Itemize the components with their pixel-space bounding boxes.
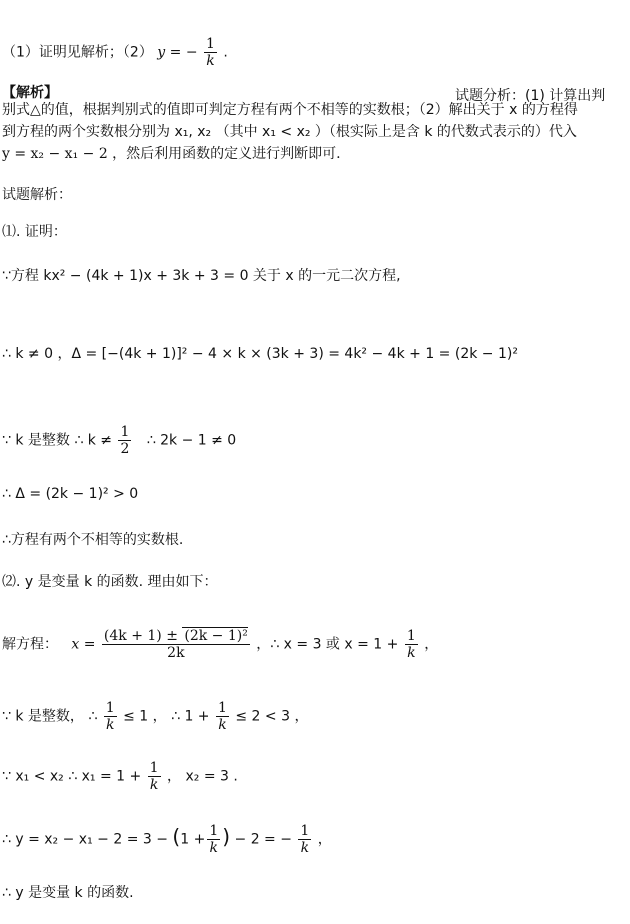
step-k-bounds: ∵ k 是整数， ∴ $\frac{1}{k}$ ≤ 1 ， ∴ 1 + $\frac{1}{k}$ ≤ 2 < 3 ，: [2, 700, 309, 733]
answer-fraction: $\frac{1}{k}$: [206, 36, 215, 69]
step-conclusion-1: ∴方程有两个不相等的实数根.: [2, 532, 184, 548]
analysis-line-3: 到方程的两个实数根分别为 x₁, x₂ （其中 x₁ < x₂ ）（根实际上是含 k 的代数式表示的）代入: [2, 124, 577, 140]
step-2-label: ⑵. y 是变量 k 的函数. 理由如下：: [2, 574, 218, 590]
analysis-header: 【解析】: [2, 85, 58, 101]
step-equation: ∵方程 kx² − (4k + 1)x + 3k + 3 = 0 关于 x 的一元二次方程,: [2, 268, 401, 284]
step-y-expression: ∴ y = x₂ − x₁ − 2 = 3 − (1 + $\frac{1}{k}$ ) − 2 = − $\frac{1}{k}$ ，: [2, 823, 332, 856]
step-delta-positive: ∴ Δ = (2k − 1)² > 0: [2, 486, 139, 502]
step-1-label: ⑴. 证明：: [2, 224, 67, 240]
analysis-line-4: y = x₂ − x₁ − 2 ，然后利用函数的定义进行判断即可.: [2, 146, 341, 162]
step-discriminant: ∴ k ≠ 0 ，Δ = [−(4k + 1)]² − 4 × k × (3k + 3) = 4k² − 4k + 1 = (2k − 1)²: [2, 346, 518, 362]
step-solve-equation: 解方程： x = $\frac{\text{(4k + 1) ± (2k − 1)²}}{2k}$ ，∴ x = 3 或 x = 1 + $\frac{1}{k}$ ，: [2, 628, 439, 661]
answer-formula: y = −: [157, 44, 198, 61]
step-roots: ∵ x₁ < x₂ ∴ x₁ = 1 + $\frac{1}{k}$ ， x₂ = 3 .: [2, 760, 238, 793]
analysis-line-2: 别式△的值，根据判别式的值即可判定方程有两个不相等的实数根；（2）解出关于 x 的方程得: [2, 102, 578, 118]
solution-title: 试题解析：: [2, 187, 72, 203]
answer-line: （1）证明见解析；（2） y = − $\frac{1}{k}$ .: [2, 36, 228, 69]
step-conclusion-2: ∴ y 是变量 k 的函数.: [2, 885, 134, 901]
answer-text: （1）证明见解析；（2）: [2, 44, 153, 61]
analysis-intro: 试题分析：(1) 计算出判: [455, 88, 606, 104]
step-k-integer: ∵ k 是整数 ∴ k ≠ $\frac{1}{2}$ ∴ 2k − 1 ≠ 0: [2, 424, 237, 457]
